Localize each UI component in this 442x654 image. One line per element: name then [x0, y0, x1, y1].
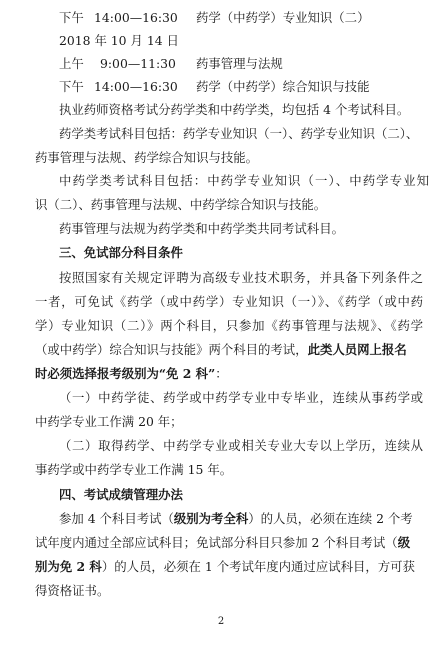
schedule-subject: 药事管理与法规: [196, 56, 283, 71]
paragraph-text: ）的人员，必须在连续 2 个考: [248, 511, 413, 526]
paragraph-text: （或中药学）综合知识与技能》两个科目的考试，: [35, 342, 308, 357]
paragraph-line: 识（二）、药事管理与法规、中药学综合知识与技能。: [35, 197, 327, 212]
paragraph-text: 参加 4 个科目考试（: [59, 511, 174, 526]
condition-line: （二）取得药学、中药学专业或相关专业大专以上学历，连续从: [59, 438, 423, 453]
paragraph-line: [35, 366, 228, 382]
paragraph-emphasis: 别为免 2 科: [35, 559, 102, 574]
page-number: 2: [217, 616, 225, 627]
paragraph-text: ）的人员，必须在 1 个考试年度内通过应试科目，方可获: [101, 559, 415, 574]
paragraph-emphasis: 时必须选择报考级别为“免 2 科”: [35, 366, 216, 381]
section-heading: 三、免试部分科目条件: [59, 245, 183, 260]
paragraph-line: 学）专业知识（二）》两个科目，只参加《药事管理与法规》、《药学: [35, 318, 423, 333]
schedule-time: 14:00—16:30: [94, 79, 178, 94]
paragraph-line: 一者，可免试《药学（或中药学）专业知识（一）》、《药学（或中药: [35, 294, 423, 309]
paragraph-emphasis: 级: [397, 535, 411, 550]
schedule-period: 下午: [59, 10, 84, 25]
paragraph-line: 药事管理与法规、药学综合知识与技能。: [35, 150, 259, 165]
paragraph-emphasis: 此类人员网上报名: [307, 342, 407, 357]
schedule-subject: 药学（中药学）综合知识与技能: [196, 79, 370, 94]
paragraph-line: 按照国家有关规定评聘为高级专业技术职务，并具备下列条件之: [59, 270, 423, 285]
condition-line: 中药学专业工作满 20 年；: [35, 414, 183, 429]
paragraph-line: [35, 535, 410, 551]
paragraph-line: 得资格证书。: [35, 583, 110, 598]
paragraph-text: 试年度内通过全部应试科目；免试部分科目只参加 2 个科目考试（: [35, 535, 398, 550]
schedule-period: 下午: [59, 79, 84, 94]
section-heading: 四、考试成绩管理办法: [59, 487, 183, 502]
schedule-subject: 药学（中药学）专业知识（二）: [196, 10, 370, 25]
paragraph-emphasis: 级别为考全科: [173, 511, 249, 526]
schedule-time: 14:00—16:30: [94, 10, 178, 25]
paragraph-line: 药事管理与法规为药学类和中药学类共同考试科目。: [59, 221, 344, 236]
paragraph-line: [35, 559, 415, 575]
paragraph-line: 药学类考试科目包括：药学专业知识（一）、药学专业知识（二）、: [59, 126, 419, 141]
schedule-period: 上午: [59, 56, 84, 71]
condition-line: 事药学或中药学专业工作满 15 年。: [35, 462, 233, 477]
paragraph-line: 中药学类考试科目包括：中药学专业知识（一）、中药学专业知: [59, 173, 429, 188]
paragraph-line: 执业药师资格考试分药学类和中药学类，均包括 4 个考试科目。: [59, 102, 410, 117]
paragraph-line: [59, 511, 413, 527]
schedule-date: 2018 年 10 月 14 日: [59, 33, 179, 48]
condition-line: （一）中药学徒、药学或中药学专业中专毕业，连续从事药学或: [59, 390, 423, 405]
schedule-time: 9:00—11:30: [100, 56, 176, 71]
paragraph-text: ：: [215, 366, 228, 381]
paragraph-line: [35, 342, 407, 358]
